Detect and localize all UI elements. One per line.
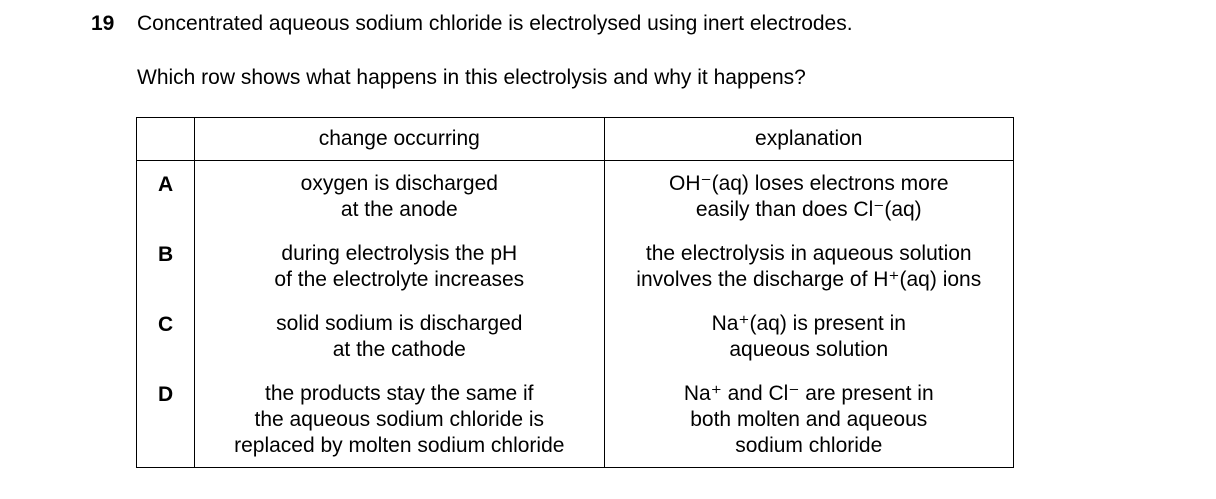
question-prompt: Which row shows what happens in this electrolysis and why it happens? bbox=[137, 66, 806, 89]
table-row-c bbox=[137, 301, 1014, 371]
change-cell-c bbox=[195, 301, 604, 371]
option-letter-c[interactable]: C bbox=[137, 301, 195, 371]
change-line: at the anode bbox=[340, 198, 458, 221]
explanation-line: both molten and aqueous bbox=[690, 408, 928, 431]
header-change-occurring: change occurring bbox=[195, 118, 604, 161]
change-line: oxygen is discharged bbox=[300, 172, 498, 195]
change-line: the products stay the same if bbox=[265, 382, 534, 405]
explanation-line: Na⁺(aq) is present in bbox=[711, 312, 906, 335]
header-explanation: explanation bbox=[604, 118, 1013, 161]
change-cell-b bbox=[195, 231, 604, 301]
answer-options-table bbox=[136, 117, 1014, 468]
explanation-cell-a bbox=[604, 161, 1013, 232]
header-letter bbox=[137, 118, 195, 161]
explanation-line: involves the discharge of H⁺(aq) ions bbox=[636, 268, 982, 291]
explanation-line: OH⁻(aq) loses electrons more bbox=[669, 172, 949, 195]
explanation-line: Na⁺ and Cl⁻ are present in bbox=[683, 382, 934, 405]
explanation-line: easily than does Cl⁻(aq) bbox=[695, 198, 922, 221]
explanation-cell-d bbox=[604, 371, 1013, 468]
change-line: the aqueous sodium chloride is bbox=[254, 408, 545, 431]
change-line: during electrolysis the pH bbox=[281, 242, 518, 265]
table-row-b bbox=[137, 231, 1014, 301]
question-stem: Concentrated aqueous sodium chloride is electrolysed using inert electrodes. bbox=[137, 12, 853, 35]
table-row-a bbox=[137, 161, 1014, 232]
change-line: solid sodium is discharged bbox=[276, 312, 523, 335]
option-letter-a[interactable]: A bbox=[137, 161, 195, 232]
table-header-row bbox=[137, 118, 1014, 161]
change-line: of the electrolyte increases bbox=[274, 268, 525, 291]
change-line: at the cathode bbox=[332, 338, 466, 361]
change-cell-d bbox=[195, 371, 604, 468]
option-letter-b[interactable]: B bbox=[137, 231, 195, 301]
question-number: 19 bbox=[91, 12, 115, 35]
explanation-cell-b bbox=[604, 231, 1013, 301]
explanation-line: aqueous solution bbox=[729, 338, 889, 361]
explanation-line: sodium chloride bbox=[735, 434, 883, 457]
change-cell-a bbox=[195, 161, 604, 232]
option-letter-d[interactable]: D bbox=[137, 371, 195, 468]
change-line: replaced by molten sodium chloride bbox=[234, 434, 565, 457]
explanation-line: the electrolysis in aqueous solution bbox=[645, 242, 972, 265]
explanation-cell-c bbox=[604, 301, 1013, 371]
table-row-d bbox=[137, 371, 1014, 468]
